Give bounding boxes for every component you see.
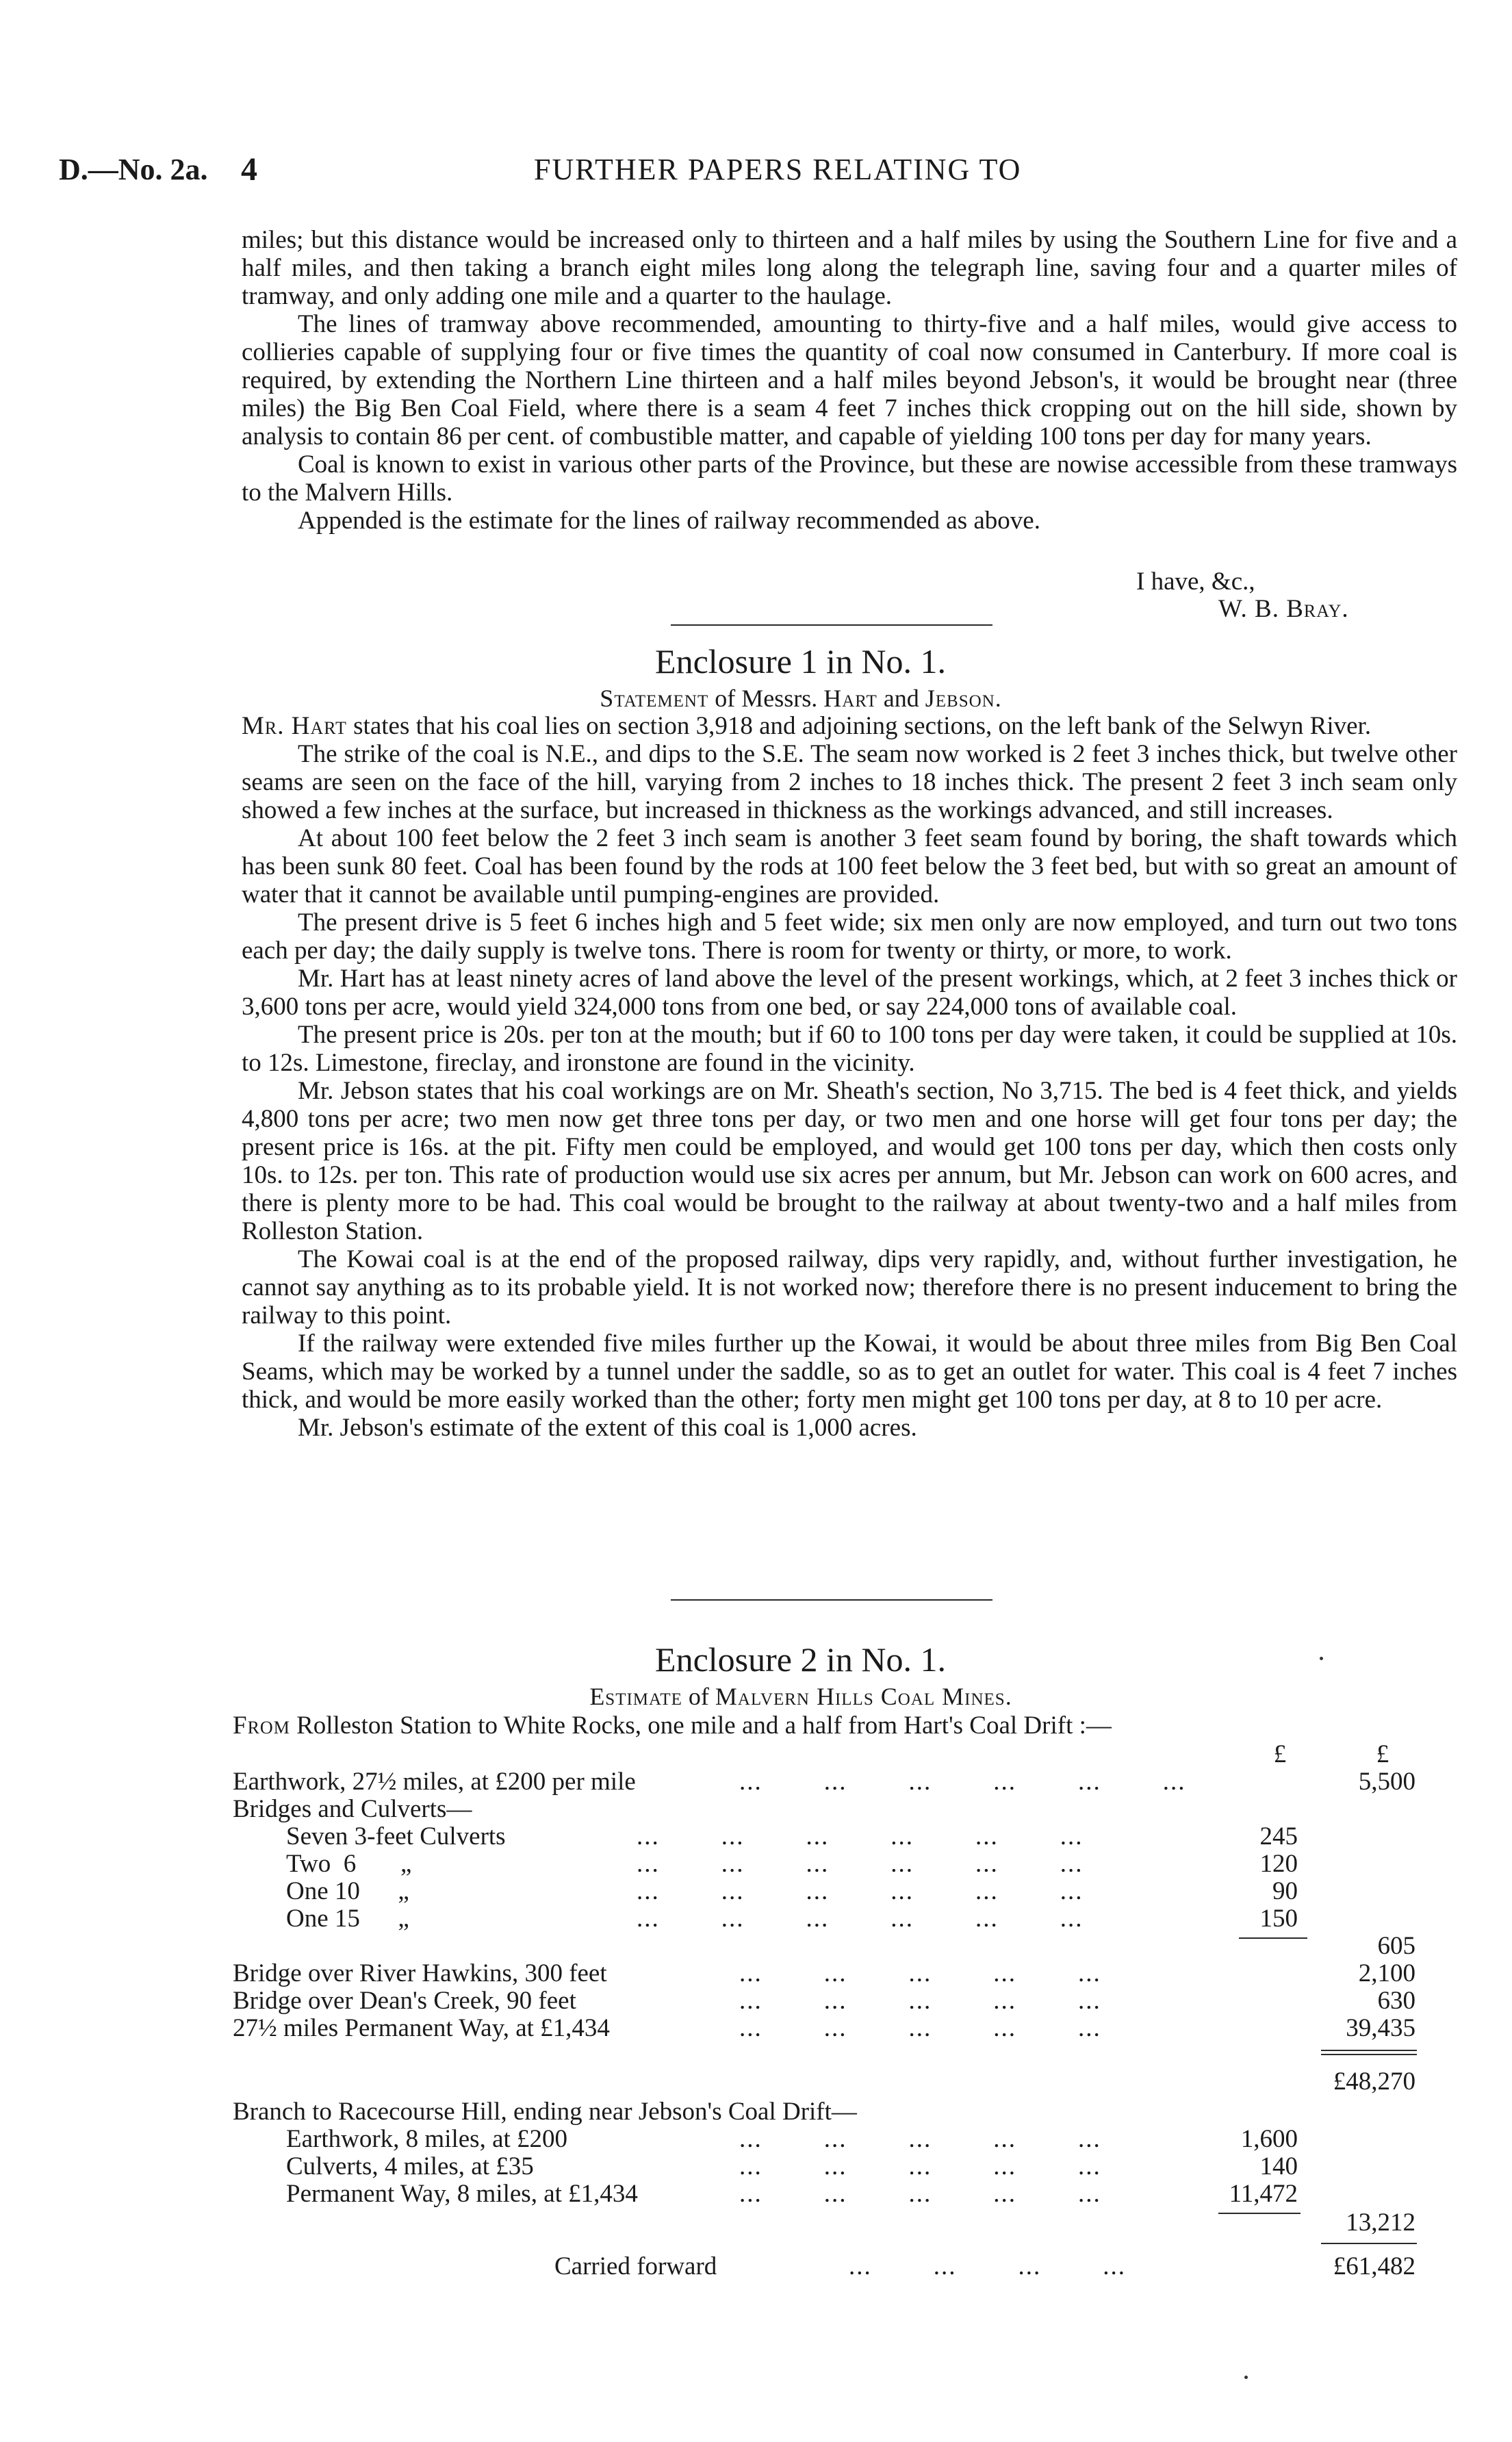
enclosure-1-paragraph: Mr. Jebson's estimate of the extent of this coal is 1,000 acres. [298,1414,917,1442]
enclosure-1-paragraph: Mr. Hart has at least ninety acres of land above the level of the present workings, which, at 2 feet 3 inches thick or 3,600 tons per acre, would yield 324,000 tons from one bed, or say 224,000 tons of available coal. [242,965,1457,1021]
column-header-pounds: £ [1273,1740,1287,1768]
estimate-item-label: Earthwork, 27½ miles, at £200 per mile [233,1768,636,1796]
page-number: 4 [241,151,257,188]
letter-closing: I have, &c., [1136,568,1255,596]
enclosure-1-paragraph: Mr. Jebson states that his coal workings are on Mr. Sheath's section, No 3,715. The bed is 4 feet thick, and yields 4,800 tons per acre; two men now get three tons per day, or two men and one horse will get four tons per day; the present price is 16s. at the pit. Fifty men could be employed, and would get 100 tons per day, which then costs only 10s. to 12s. per ton. This rate of production would use six acres per annum, but Mr. Jebson can work on 600 acres, and there is plenty more to be had. This coal would be brought to the railway at about twenty-two and a half miles from Rolleston Station. [242,1077,1457,1245]
enclosure-1-paragraph: The present drive is 5 feet 6 inches high and 5 feet wide; six men only are now employed, and turn out two tons each per day; the daily supply is twelve tons. There is room for twenty or thirty, or more, to work. [242,908,1457,965]
estimate-item-label: 27½ miles Permanent Way, at £1,434 [233,2014,610,2042]
enclosure-1-paragraph: At about 100 feet below the 2 feet 3 inch seam is another 3 feet seam found by boring, the shaft towards which has been sunk 80 feet. Coal has been found by the rods at 100 feet below the 3 feet bed, but with so great an amount of water that it cannot be available until pumping-engines are provided. [242,824,1457,908]
enclosure-1-subtitle: Statement of Messrs. Hart and Jebson. [600,685,1001,712]
leader-dots: ... ... ... ... ... ... [637,1905,1084,1933]
section-divider [671,624,992,626]
enclosure-2-title: Enclosure 2 in No. 1. [655,1640,946,1679]
page-title: FURTHER PAPERS RELATING TO [534,153,1022,186]
estimate-item-total: 5,500 [1358,1768,1415,1796]
leader-dots: ... ... ... ... ... ... [739,1768,1186,1796]
estimate-subitem-label: Permanent Way, 8 miles, at £1,434 [286,2180,638,2208]
document-reference: D.—No. 2a. [59,153,208,186]
estimate-item-total: 39,435 [1346,2014,1415,2042]
leader-dots: ... ... ... ... ... [739,2152,1101,2180]
leader-dots: ... ... ... ... ... ... [637,1877,1084,1905]
leader-dots: ... ... ... ... ... [739,2014,1101,2042]
estimate-item-total: 630 [1377,1987,1415,2015]
leader-dots: ... ... ... ... ... [739,2125,1101,2153]
column-header-pounds: £ [1376,1740,1389,1768]
enclosure-1-title: Enclosure 1 in No. 1. [655,642,946,681]
estimate-main-total: £48,270 [1333,2068,1415,2096]
estimate-subitem-amount: 120 [1259,1850,1298,1878]
estimate-subitem-amount: 11,472 [1229,2180,1298,2208]
leader-dots: ... ... ... ... ... [739,2180,1101,2208]
estimate-from-line: From Rolleston Station to White Rocks, one mile and a half from Hart's Coal Drift :— [233,1712,1112,1740]
estimate-item-label: Bridge over Dean's Creek, 90 feet [233,1987,576,2015]
total-rule [1321,2050,1417,2051]
print-speck [1320,1657,1323,1660]
letter-paragraph: Appended is the estimate for the lines of railway recommended as above. [298,507,1040,535]
estimate-item-total: 2,100 [1358,1959,1415,1987]
letter-paragraph: Coal is known to exist in various other parts of the Province, but these are nowise accessible from these tramways to the Malvern Hills. [242,450,1457,507]
letter-paragraph: The lines of tramway above recommended, amounting to thirty-five and a half miles, would give access to collieries capable of supplying four or five times the quantity of coal now consumed in Canterbury. If more coal is required, by extending the Northern Line thirteen and a half miles beyond Jebson's, it would be brought near (three miles) the Big Ben Coal Field, where there is a seam 4 feet 7 inches thick cropping out on the hill side, shown by analysis to contain 86 per cent. of combustible matter, and capable of yielding 100 tons per day for many years. [242,310,1457,450]
carried-forward-label: Carried forward [554,2252,717,2280]
total-rule [1321,2054,1417,2055]
leader-dots: ... ... ... ... ... [739,1987,1101,2015]
leader-dots: ... ... ... ... ... [739,1959,1101,1987]
leader-dots: ... ... ... ... ... ... [637,1822,1084,1850]
letter-body [242,226,1457,535]
estimate-subitem-label: Culverts, 4 miles, at £35 [286,2152,534,2180]
estimate-subtotal: 605 [1377,1932,1415,1960]
estimate-subitem-label: Seven 3-feet Culverts [286,1822,506,1850]
enclosure-1-paragraph: The strike of the coal is N.E., and dips to the S.E. The seam now worked is 2 feet 3 inches thick, but twelve other seams are seen on the face of the hill, varying from 2 inches to 18 inches thick. The present 2 feet 3 inch seam only showed a few inches at the surface, but increased in thickness as the workings advanced, and still increases. [242,740,1457,824]
print-speck [1244,2376,1248,2379]
letter-paragraph: miles; but this distance would be increased only to thirteen and a half miles by using the Southern Line for five and a half miles, and then taking a branch eight miles long along the telegraph line, saving four and a quarter miles of tramway, and only adding one mile and a quarter to the haulage. [242,226,1457,310]
leader-dots: ... ... ... ... ... ... [637,1850,1084,1878]
estimate-branch-total: 13,212 [1346,2209,1415,2237]
estimate-subitem-amount: 150 [1259,1905,1298,1933]
estimate-subitem-amount: 1,600 [1240,2125,1298,2153]
enclosure-1-paragraph: The Kowai coal is at the end of the proposed railway, dips very rapidly, and, without further investigation, he cannot say anything as to its probable yield. It is not worked now; therefore there is no present inducement to bring the railway to this point. [242,1245,1457,1330]
estimate-subitem-amount: 245 [1259,1822,1298,1850]
letter-signature: W. B. Bray. [1218,595,1349,623]
subtotal-rule [1239,1937,1307,1939]
enclosure-1-paragraph: The present price is 20s. per ton at the mouth; but if 60 to 100 tons per day were taken, it could be supplied at 10s. to 12s. Limestone, fireclay, and ironstone are found in the vicinity. [242,1021,1457,1077]
enclosure-1-paragraph: Mr. Hart states that his coal lies on section 3,918 and adjoining sections, on the left bank of the Selwyn River. [242,712,1372,740]
estimate-group-heading: Branch to Racecourse Hill, ending near Jebson's Coal Drift— [233,2098,857,2126]
estimate-subitem-amount: 140 [1259,2152,1298,2180]
estimate-subitem-label: Earthwork, 8 miles, at £200 [286,2125,568,2153]
estimate-item-label: Bridge over River Hawkins, 300 feet [233,1959,607,1987]
estimate-subitem-label: One 10 „ [286,1877,409,1905]
enclosure-1-paragraph: If the railway were extended five miles further up the Kowai, it would be about three miles from Big Ben Coal Seams, which may be worked by a tunnel under the saddle, so as to get an outlet for water. This coal is 4 feet 7 inches thick, and would be more easily worked than the other; forty men might get 100 tons per day, at 8 to 10 per acre. [242,1330,1457,1414]
enclosure-2-subtitle: Estimate of Malvern Hills Coal Mines. [589,1683,1012,1710]
carried-forward-total: £61,482 [1333,2252,1415,2280]
leader-dots: ... ... ... ... [849,2252,1126,2280]
section-divider [671,1599,992,1601]
subtotal-rule [1218,2213,1300,2214]
total-rule [1321,2243,1417,2244]
enclosure-1-body [242,712,1457,1442]
estimate-group-heading: Bridges and Culverts— [233,1795,472,1823]
estimate-subitem-label: Two 6 „ [286,1850,412,1878]
estimate-subitem-label: One 15 „ [286,1905,409,1933]
estimate-subitem-amount: 90 [1272,1877,1298,1905]
